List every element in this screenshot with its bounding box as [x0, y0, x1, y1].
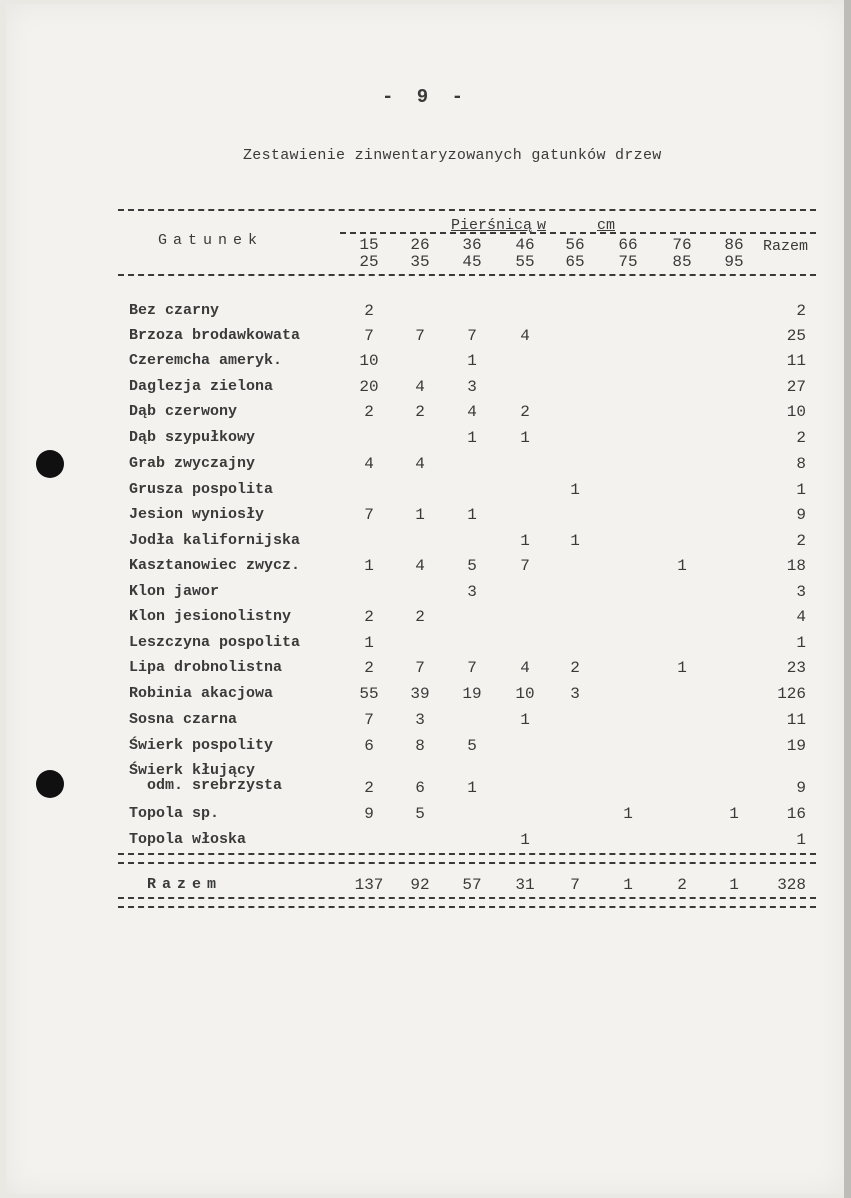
table-cell: 9	[364, 805, 374, 823]
table-cell: 3	[415, 711, 425, 729]
header-range-2	[400, 237, 440, 271]
range-to: 45	[462, 253, 482, 271]
summary-label: Razem	[147, 876, 223, 893]
summary-cell: 1	[729, 876, 739, 894]
summary-cell: 1	[623, 876, 633, 894]
range-to: 25	[359, 253, 379, 271]
table-cell: 10	[515, 685, 535, 703]
range-from: 76	[672, 236, 692, 254]
summary-cell: 57	[462, 876, 482, 894]
range-from: 56	[565, 236, 585, 254]
page-number: - 9 -	[381, 86, 469, 108]
table-cell: 5	[467, 557, 477, 575]
summary-cell: 7	[570, 876, 580, 894]
header-range-6	[608, 237, 648, 271]
species-name: Klon jesionolistny	[129, 608, 292, 625]
header-range-5	[555, 237, 595, 271]
summary-cell: 92	[410, 876, 430, 894]
table-cell: 7	[415, 659, 425, 677]
species-name: Czeremcha ameryk.	[129, 352, 283, 369]
table-cell: 7	[520, 557, 530, 575]
table-cell: 2	[364, 659, 374, 677]
header-total: Razem	[763, 238, 809, 255]
table-cell: 5	[467, 737, 477, 755]
table-cell: 3	[467, 583, 477, 601]
summary-cell: 2	[677, 876, 687, 894]
row-total: 16	[786, 805, 806, 823]
range-to: 55	[515, 253, 535, 271]
table-cell: 1	[467, 779, 477, 797]
table-cell: 39	[410, 685, 430, 703]
row-total: 1	[796, 634, 806, 652]
row-total: 1	[796, 481, 806, 499]
range-to: 85	[672, 253, 692, 271]
table-cell: 1	[520, 711, 530, 729]
header-range-8	[714, 237, 754, 271]
range-from: 66	[618, 236, 638, 254]
row-total: 9	[796, 506, 806, 524]
header-range-1	[349, 237, 389, 271]
summary-total: 328	[777, 876, 806, 894]
row-total: 2	[796, 532, 806, 550]
table-cell: 1	[729, 805, 739, 823]
row-total: 3	[796, 583, 806, 601]
table-cell: 1	[570, 481, 580, 499]
table-cell: 1	[570, 532, 580, 550]
species-name: Brzoza brodawkowata	[129, 327, 301, 344]
row-total: 23	[786, 659, 806, 677]
row-total: 19	[786, 737, 806, 755]
binder-hole-top	[36, 450, 64, 478]
range-from: 36	[462, 236, 482, 254]
species-name: Leszczyna pospolita	[129, 634, 301, 651]
table-cell: 1	[677, 659, 687, 677]
range-from: 46	[515, 236, 535, 254]
species-name: Dąb czerwony	[129, 403, 238, 420]
species-name: Daglezja zielona	[129, 378, 274, 395]
species-name: Sosna czarna	[129, 711, 238, 728]
table-cell: 19	[462, 685, 482, 703]
header-range-4	[505, 237, 545, 271]
table-cell: 2	[415, 608, 425, 626]
row-total: 25	[786, 327, 806, 345]
row-total: 10	[786, 403, 806, 421]
table-cell: 2	[570, 659, 580, 677]
species-name: Robinia akacjowa	[129, 685, 274, 702]
table-cell: 3	[570, 685, 580, 703]
range-to: 65	[565, 253, 585, 271]
header-range-7	[662, 237, 702, 271]
header-bottom-rule	[118, 274, 816, 276]
table-cell: 7	[364, 506, 374, 524]
table-cell: 8	[415, 737, 425, 755]
document-title: Zestawienie zinwentaryzowanych gatunków drzew	[243, 147, 662, 164]
table-cell: 5	[415, 805, 425, 823]
row-total: 11	[786, 352, 806, 370]
table-top-rule	[118, 209, 816, 211]
table-cell: 1	[677, 557, 687, 575]
table-cell: 4	[467, 403, 477, 421]
row-total: 4	[796, 608, 806, 626]
header-piersnica: Pierśnicą	[451, 217, 533, 234]
row-total: 18	[786, 557, 806, 575]
species-name: Grusza pospolita	[129, 481, 274, 498]
table-cell: 4	[415, 557, 425, 575]
summary-cell: 137	[354, 876, 384, 894]
summary-cell: 31	[515, 876, 535, 894]
table-cell: 3	[467, 378, 477, 396]
table-cell: 4	[520, 327, 530, 345]
species-name: Topola sp.	[129, 805, 220, 822]
row-total: 11	[786, 711, 806, 729]
table-cell: 55	[359, 685, 379, 703]
table-cell: 4	[364, 455, 374, 473]
sheet-edge	[844, 0, 851, 1198]
range-to: 95	[724, 253, 744, 271]
table-cell: 6	[415, 779, 425, 797]
table-cell: 1	[467, 506, 477, 524]
table-cell: 4	[415, 455, 425, 473]
table-cell: 7	[467, 327, 477, 345]
table-cell: 1	[623, 805, 633, 823]
table-cell: 2	[364, 779, 374, 797]
table-cell: 1	[520, 532, 530, 550]
species-name: Klon jawor	[129, 583, 220, 600]
row-total: 9	[796, 779, 806, 797]
table-cell: 20	[359, 378, 379, 396]
table-cell: 7	[467, 659, 477, 677]
table-cell: 1	[467, 352, 477, 370]
species-name: Grab zwyczajny	[129, 455, 256, 472]
table-cell: 2	[364, 608, 374, 626]
header-cm: cm	[597, 217, 616, 234]
table-cell: 10	[359, 352, 379, 370]
table-cell: 1	[520, 429, 530, 447]
table-cell: 1	[415, 506, 425, 524]
table-cell: 4	[415, 378, 425, 396]
table-cell: 6	[364, 737, 374, 755]
table-cell: 2	[415, 403, 425, 421]
species-name: Lipa drobnolistna	[129, 659, 283, 676]
header-sub-rule	[340, 232, 816, 234]
table-cell: 2	[520, 403, 530, 421]
table-cell: 1	[520, 831, 530, 849]
table-cell: 2	[364, 403, 374, 421]
binder-hole-bottom	[36, 770, 64, 798]
row-total: 8	[796, 455, 806, 473]
species-name: Dąb szypułkowy	[129, 429, 256, 446]
range-from: 15	[359, 236, 379, 254]
summary-bottom-rule	[118, 897, 816, 908]
table-cell: 4	[520, 659, 530, 677]
range-to: 35	[410, 253, 430, 271]
row-total: 126	[777, 685, 806, 703]
summary-top-rule	[118, 853, 816, 864]
table-cell: 7	[364, 711, 374, 729]
row-total: 1	[796, 831, 806, 849]
table-cell: 2	[364, 302, 374, 320]
species-name: Kasztanowiec zwycz.	[129, 557, 301, 574]
species-name: Topola włoska	[129, 831, 247, 848]
table-cell: 1	[467, 429, 477, 447]
species-name: Jesion wyniosły	[129, 506, 265, 523]
range-to: 75	[618, 253, 638, 271]
range-from: 86	[724, 236, 744, 254]
row-total: 27	[786, 378, 806, 396]
row-total: 2	[796, 302, 806, 320]
species-name: Świerk kłujący odm. srebrzysta	[129, 762, 283, 794]
species-name: Bez czarny	[129, 302, 220, 319]
table-cell: 7	[415, 327, 425, 345]
header-species: Gatunek	[158, 232, 264, 249]
range-from: 26	[410, 236, 430, 254]
species-name: Świerk pospolity	[129, 737, 274, 754]
table-cell: 7	[364, 327, 374, 345]
table-cell: 1	[364, 634, 374, 652]
header-range-3	[452, 237, 492, 271]
species-name: Jodła kalifornijska	[129, 532, 301, 549]
row-total: 2	[796, 429, 806, 447]
header-w: w	[537, 217, 547, 234]
table-cell: 1	[364, 557, 374, 575]
